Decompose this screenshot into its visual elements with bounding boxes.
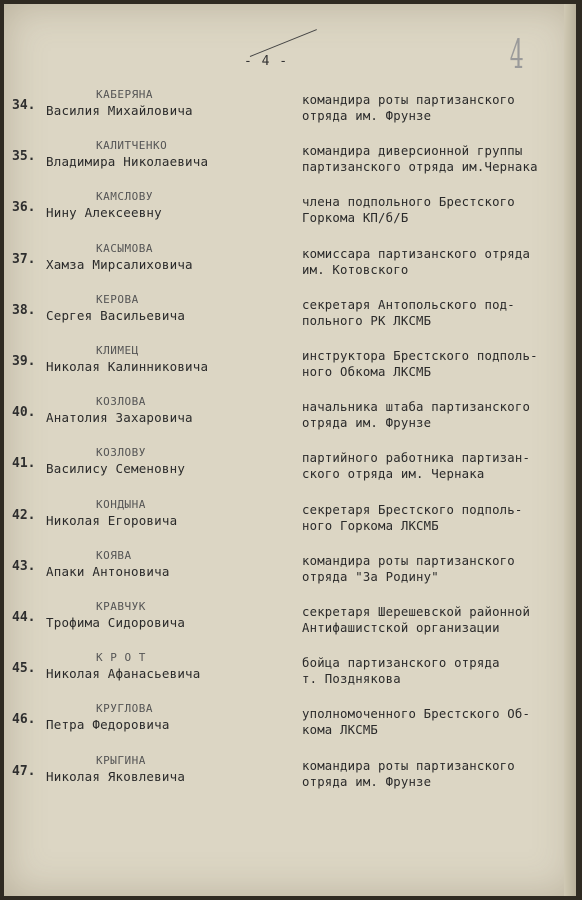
entry-role-line: Антифашистской организации — [302, 621, 500, 635]
entry-role — [302, 348, 572, 380]
list-item — [4, 242, 576, 292]
entry-surname: КАСЫМОВА — [96, 241, 153, 255]
entry-role-line: командира роты партизанского — [302, 93, 515, 107]
entry-role — [302, 553, 572, 585]
entry-role-line: уполномоченного Брестского Об- — [302, 707, 531, 722]
entry-role-line: отряда им. Фрунзе — [302, 774, 432, 789]
list-item — [4, 498, 576, 548]
entry-role-line: ного Горкома ЛКСМБ — [302, 518, 439, 533]
entry-role-line: секретаря Шерешевской районной — [302, 605, 531, 619]
entry-surname: КАБЕРЯНА — [96, 88, 153, 101]
entry-surname: КЛИМЕЦ — [96, 344, 139, 357]
entry-role-line: командира диверсионной группы — [302, 144, 523, 159]
list-item — [4, 88, 576, 138]
entry-role — [302, 604, 572, 636]
entry-given-name: Василия Михайловича — [46, 103, 193, 118]
entry-role-line: отряда им. Фрунзе — [302, 109, 432, 123]
entry-role-line: командира роты партизанского — [302, 553, 515, 568]
entry-surname: КРЫГИНА — [96, 753, 146, 767]
entry-given-name: Трофима Сидоровича — [46, 615, 186, 630]
entry-role — [302, 655, 572, 687]
list-item — [4, 651, 576, 701]
entry-role — [302, 246, 572, 278]
entry-role-line: бойца партизанского отряда — [302, 656, 500, 671]
list-item — [4, 549, 576, 599]
list-item — [4, 446, 576, 496]
entry-given-name: Сергея Васильевича — [46, 307, 186, 323]
entry-number: 41. — [12, 456, 36, 472]
entry-given-name: Хамза Мирсалиховича — [46, 256, 193, 272]
list-item — [4, 754, 576, 804]
entry-role-line: члена подпольного Брестского — [302, 195, 515, 210]
entry-surname: КРАВЧУК — [96, 600, 146, 613]
entry-surname: КОЗЛОВА — [96, 395, 146, 409]
entry-number: 43. — [12, 558, 36, 574]
entry-surname: КЕРОВА — [96, 292, 139, 306]
entry-role-line: кома ЛКСМБ — [302, 723, 379, 738]
entry-given-name: Николая Калинниковича — [46, 359, 209, 374]
entry-role — [302, 450, 572, 482]
list-item — [4, 702, 576, 752]
entry-given-name: Николая Егоровича — [46, 512, 178, 528]
entry-number: 38. — [12, 302, 36, 318]
entry-number: 45. — [12, 661, 36, 677]
entry-given-name: Анатолия Захаровича — [46, 410, 193, 426]
entry-role — [302, 92, 572, 124]
document-page — [4, 4, 576, 896]
list-item — [4, 600, 576, 650]
entry-surname: К Р О Т — [96, 651, 146, 665]
entry-role — [302, 194, 572, 226]
entry-number: 47. — [12, 763, 36, 779]
entry-surname: КОНДЫНА — [96, 497, 146, 511]
entry-given-name: Апаки Антоновича — [46, 563, 170, 579]
entry-role — [302, 502, 572, 534]
entry-role-line: ского отряда им. Чернака — [302, 467, 485, 482]
entry-surname: КОЗЛОВУ — [96, 446, 146, 460]
entry-surname: КАМСЛОВУ — [96, 190, 153, 204]
entry-role — [302, 399, 572, 431]
entry-role — [302, 758, 572, 790]
pen-stroke — [250, 29, 317, 57]
entry-role — [302, 297, 572, 329]
entry-role-line: польного РК ЛКСМБ — [302, 313, 432, 328]
entry-role-line: секретаря Антопольского под- — [302, 297, 515, 312]
page-number: - 4 - — [244, 54, 289, 69]
entry-given-name: Николая Афанасьевича — [46, 666, 201, 682]
entry-given-name: Владимира Николаевича — [46, 154, 209, 170]
entry-number: 39. — [12, 354, 36, 369]
entry-number: 42. — [12, 507, 36, 523]
entry-role — [302, 143, 572, 175]
entry-number: 35. — [12, 149, 36, 165]
entry-role-line: отряда им. Фрунзе — [302, 416, 432, 431]
list-item — [4, 293, 576, 343]
entry-number: 44. — [12, 610, 36, 625]
entry-role-line: Горкома КП/б/Б — [302, 211, 409, 226]
entry-role-line: секретаря Брестского подполь- — [302, 502, 523, 517]
entry-role-line: инструктора Брестского подполь- — [302, 349, 538, 363]
entry-role-line: ного Обкома ЛКСМБ — [302, 365, 432, 379]
entry-surname: КАЛИТЧЕНКО — [96, 139, 168, 153]
list-item — [4, 395, 576, 445]
list-item — [4, 190, 576, 240]
entry-surname: КОЯВА — [96, 548, 132, 562]
entry-number: 37. — [12, 251, 36, 267]
list-item — [4, 344, 576, 394]
entry-given-name: Василису Семеновну — [46, 461, 186, 477]
entry-number: 40. — [12, 405, 36, 421]
entry-given-name: Нину Алексеевну — [46, 205, 162, 221]
entry-number: 46. — [12, 712, 36, 728]
entry-role-line: партизанского отряда им.Чернака — [302, 160, 538, 175]
entry-role-line: им. Котовского — [302, 262, 409, 277]
entry-number: 36. — [12, 200, 36, 216]
entry-role — [302, 706, 572, 738]
archive-page-mark: 4 — [509, 32, 524, 78]
entry-role-line: командира роты партизанского — [302, 758, 515, 773]
entry-role-line: т. Позднякова — [302, 672, 401, 687]
entry-number: 34. — [12, 98, 36, 113]
entry-given-name: Петра Федоровича — [46, 717, 170, 733]
entry-role-line: отряда "За Родину" — [302, 569, 439, 584]
entry-surname: КРУГЛОВА — [96, 702, 153, 716]
entry-role-line: комиссара партизанского отряда — [302, 246, 531, 261]
entry-role-line: партийного работника партизан- — [302, 451, 531, 466]
entry-given-name: Николая Яковлевича — [46, 768, 186, 784]
list-item — [4, 139, 576, 189]
entry-role-line: начальника штаба партизанского — [302, 400, 531, 415]
